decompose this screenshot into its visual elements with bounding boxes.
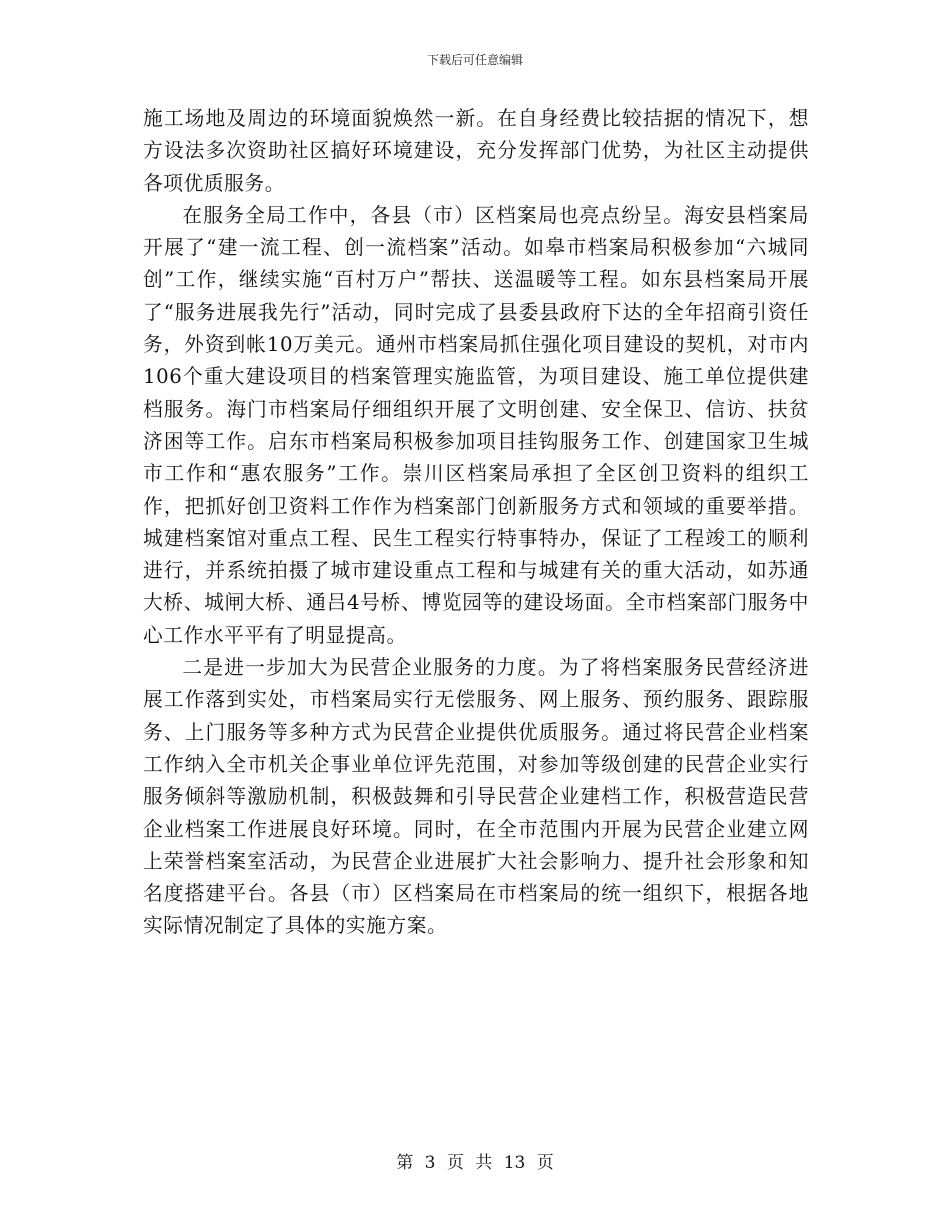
paragraph-3: 二是进一步加大为民营企业服务的力度。为了将档案服务民营经济进展工作落到实处，市档案局实行无偿服务、网上服务、预约服务、跟踪服务、上门服务等多种方式为民营企业提供优质服务。通过将民营企业档案工作纳入全市机关企事业单位评先范围，对参加等级创建的民营企业实行服务倾斜等激励机制，积极鼓舞和引导民营企业建档工作，积极营造民营企业档案工作进展良好环境。同时，在全市范围内开展为民营企业建立网上荣誉档案室活动，为民营企业进展扩大社会影响力、提升社会形象和知名度搭建平台。各县（市）区档案局在市档案局的统一组织下，根据各地实际情况制定了具体的实施方案。: [143, 656, 809, 938]
document-body: [143, 103, 809, 943]
paragraph-2: 在服务全局工作中，各县（市）区档案局也亮点纷呈。海安县档案局开展了“建一流工程、创一流档案”活动。如皋市档案局积极参加“六城同创”工作，继续实施“百村万户”帮扶、送温暖等工程。如东县档案局开展了“服务进展我先行”活动，同时完成了县委县政府下达的全年招商引资任务，外资到帐10万美元。通州市档案局抓住强化项目建设的契机，对市内106个重大建设项目的档案管理实施监管，为项目建设、施工单位提供建档服务。海门市档案局仔细组织开展了文明创建、安全保卫、信访、扶贫济困等工作。启东市档案局积极参加项目挂钩服务工作、创建国家卫生城市工作和“惠农服务”工作。崇川区档案局承担了全区创卫资料的组织工作，把抓好创卫资料工作作为档案部门创新服务方式和领域的重要举措。城建档案馆对重点工程、民生工程实行特事特办，保证了工程竣工的顺利进行，并系统拍摄了城市建设重点工程和与城建有关的重大活动，如苏通大桥、城闸大桥、通吕4号桥、博览园等的建设场面。全市档案部门服务中心工作水平平有了明显提高。: [143, 203, 809, 647]
page-footer: 第 3 页 共 13 页: [396, 1153, 554, 1173]
page-header: 下载后可任意编辑: [426, 53, 523, 67]
paragraph-1: 施工场地及周边的环境面貌焕然一新。在自身经费比较拮据的情况下，想方设法多次资助社区搞好环境建设，充分发挥部门优势，为社区主动提供各项优质服务。: [143, 107, 809, 195]
